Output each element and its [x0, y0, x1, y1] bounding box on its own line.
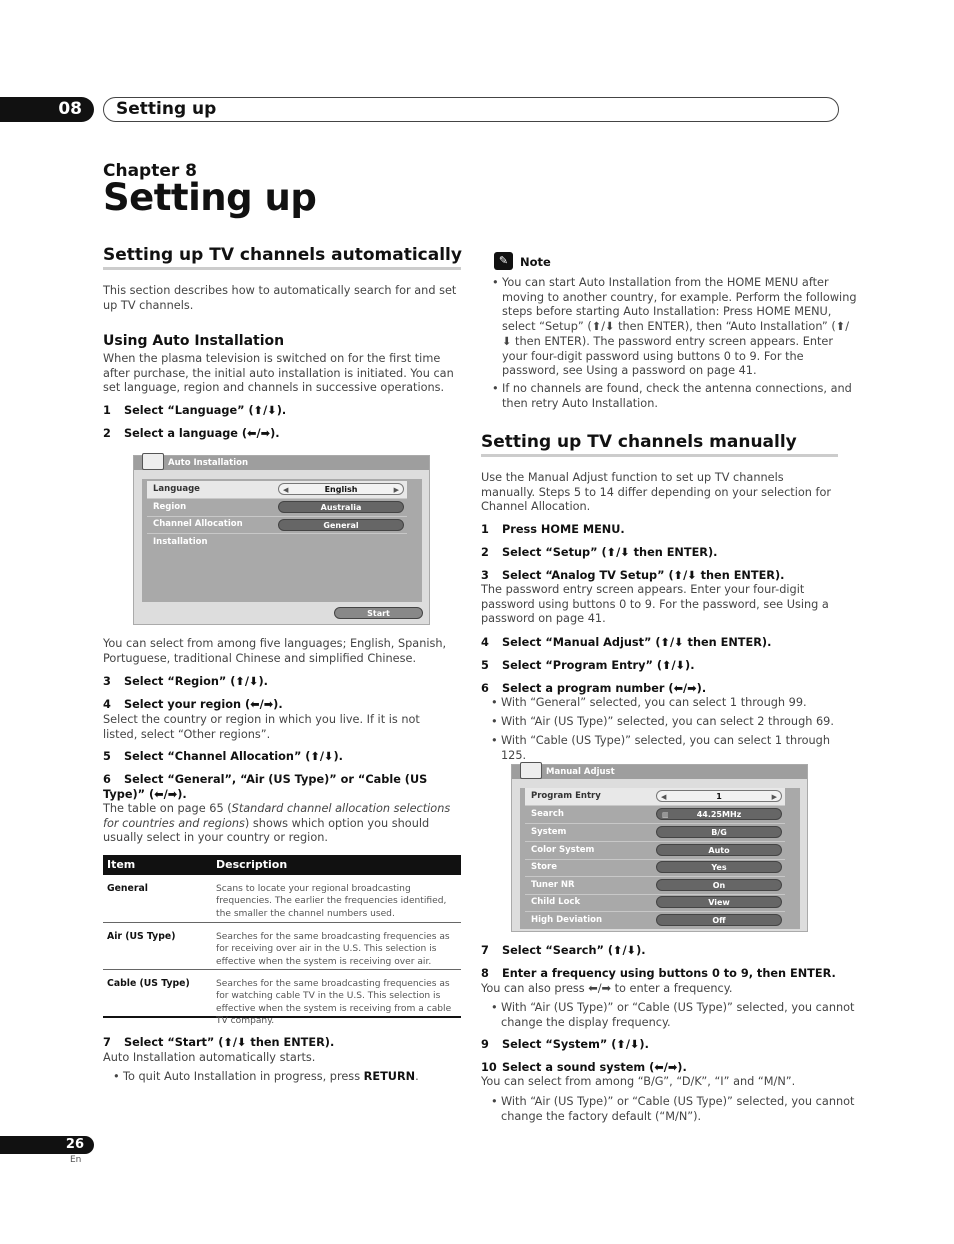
note-label: Note: [520, 255, 551, 269]
step-3-desc: The password entry screen appears. Enter your four-digit password using buttons 0 to 9. For the password, see Using a password on page 41.: [481, 583, 829, 626]
start-button[interactable]: Start: [334, 607, 423, 619]
section-title-bar: Setting up: [103, 97, 839, 122]
step-6: 6 Select “General”, “Air (US Type)” or “Cable (US Type)” (⬅/➡).: [103, 773, 428, 801]
note-pencil-icon: ✎: [494, 252, 513, 270]
system-value[interactable]: B/G: [656, 826, 782, 838]
heading-rule: [103, 267, 461, 270]
step-10: 10 Select a sound system (⬅/➡).: [481, 1061, 687, 1074]
step-7-bullet: • To quit Auto Installation in progress, press RETURN.: [103, 1070, 473, 1085]
auto-intro: This section describes how to automatically search for and set up TV channels.: [103, 284, 457, 312]
step-6-bullet-1: • With “General” selected, you can select 1 through 99.: [481, 696, 858, 711]
step-8: 8 Enter a frequency using buttons 0 to 9, then ENTER.: [481, 967, 836, 980]
step-4: 4 Select your region (⬅/➡).: [103, 698, 283, 711]
step-6-desc: The table on page 65 (Standard channel allocation selections for countries and regions) shows which option you should usually select in your country or region.: [103, 802, 451, 845]
table-row: General Scans to locate your regional broadcasting frequencies. The earlier the frequencies identified, the smaller the channel numbers used.: [103, 875, 461, 923]
auto-setup-heading: Setting up TV channels automatically: [103, 245, 462, 265]
step-6: 6 Select a program number (⬅/➡).: [481, 682, 707, 695]
step-8-desc: You can also press ⬅/➡ to enter a frequency.: [481, 982, 733, 995]
page-number: 26: [0, 1136, 94, 1154]
osd-row-installation[interactable]: Installation: [153, 537, 208, 547]
language-options-para: You can select from among five languages; English, Spanish, Portuguese, traditional Chinese and simplified Chinese.: [103, 637, 447, 665]
search-value[interactable]: ▥ 44.25MHz: [656, 808, 782, 820]
chapter-number-tab: 08: [0, 97, 94, 122]
tv-menu-icon: [520, 762, 542, 779]
step-2: 2 Select “Setup” (⬆/⬇ then ENTER).: [481, 546, 718, 559]
store-value[interactable]: Yes: [656, 861, 782, 873]
step-3: 3 Select “Region” (⬆/⬇).: [103, 675, 268, 688]
step-2: 2 Select a language (⬅/➡).: [103, 427, 280, 440]
osd-row-high-deviation[interactable]: High Deviation: [531, 915, 603, 925]
auto-install-para: When the plasma television is switched on for the first time after purchase, the initial auto installation is initiated. You can set language, region and channels in successive operations.: [103, 352, 454, 395]
step-4: 4 Select “Manual Adjust” (⬆/⬇ then ENTER).: [481, 636, 772, 649]
child-lock-value[interactable]: View: [656, 896, 782, 908]
table-row: Cable (US Type) Searches for the same broadcasting frequencies as for watching cable TV in the U.S. This selection is effective when the system is receiving from a cable TV company.: [103, 970, 461, 1018]
tv-menu-icon: [142, 453, 164, 470]
language-code: En: [70, 1155, 82, 1165]
manual-setup-heading: Setting up TV channels manually: [481, 432, 797, 452]
step-10-bullet: • With “Air (US Type)” or “Cable (US Type)” selected, you cannot change the factory default (“M/N”).: [481, 1095, 858, 1124]
osd-row-color-system[interactable]: Color System: [525, 842, 785, 860]
step-4-desc: Select the country or region in which you live. If it is not listed, select “Other regions”.: [103, 713, 420, 741]
manual-intro: Use the Manual Adjust function to set up TV channels manually. Steps 5 to 14 differ depending on your selection for Channel Allocation.: [481, 471, 832, 514]
color-system-value[interactable]: Auto: [656, 844, 782, 856]
channel-allocation-value[interactable]: General: [278, 519, 404, 531]
step-9: 9 Select “System” (⬆/⬇).: [481, 1038, 649, 1051]
frequency-meter-icon: ▥: [662, 811, 669, 819]
channel-allocation-table: [103, 855, 461, 1026]
program-entry-selector[interactable]: ◀ 1 ▶: [656, 790, 782, 802]
manual-adjust-screen: Manual Adjust Program Entry Search System Color System Store Tuner NR Child Lock High Deviation ◀ 1 ▶ ▥ 44.25MHz B/G Auto Yes On View Off: [511, 764, 808, 932]
osd-row-language[interactable]: Language: [147, 481, 407, 499]
tuner-nr-value[interactable]: On: [656, 879, 782, 891]
table-row: Air (US Type) Searches for the same broadcasting frequencies as for receiving over air in the U.S. This selection is effective when the system is receiving over air.: [103, 923, 461, 970]
heading-rule: [481, 454, 838, 457]
step-1: 1 Press HOME MENU.: [481, 523, 625, 536]
osd-row-store[interactable]: Store: [525, 859, 785, 877]
osd-row-channel-allocation[interactable]: Channel Allocation: [147, 516, 407, 534]
table-header: Item Description: [103, 855, 461, 875]
note-bullet-2: • If no channels are found, check the antenna connections, and then retry Auto Installation.: [482, 382, 858, 411]
osd-row-child-lock[interactable]: Child Lock: [525, 894, 785, 912]
osd-row-search[interactable]: Search: [525, 806, 785, 824]
osd-row-tuner-nr[interactable]: Tuner NR: [525, 877, 785, 895]
step-5: 5 Select “Channel Allocation” (⬆/⬇).: [103, 750, 343, 763]
osd-row-system[interactable]: System: [525, 824, 785, 842]
step-8-bullet: • With “Air (US Type)” or “Cable (US Type)” selected, you cannot change the display frequency.: [481, 1001, 858, 1030]
step-7: 7 Select “Start” (⬆/⬇ then ENTER).: [103, 1036, 335, 1049]
osd-row-region[interactable]: Region: [147, 499, 407, 517]
step-7-desc: Auto Installation automatically starts.: [103, 1051, 316, 1064]
step-6-bullet-3: • With “Cable (US Type)” selected, you can select 1 through 125.: [481, 734, 858, 763]
high-deviation-value[interactable]: Off: [656, 914, 782, 926]
region-value[interactable]: Australia: [278, 501, 404, 513]
step-6-bullet-2: • With “Air (US Type)” selected, you can select 2 through 69.: [481, 715, 858, 730]
chapter-label: Chapter 8: [103, 161, 198, 181]
step-10-desc: You can select from among “B/G”, “D/K”, “I” and “M/N”.: [481, 1075, 796, 1088]
language-selector[interactable]: ◀ English ▶: [278, 483, 404, 495]
using-auto-installation-heading: Using Auto Installation: [103, 333, 285, 349]
step-1: 1 Select “Language” (⬆/⬇).: [103, 404, 287, 417]
step-3: 3 Select “Analog TV Setup” (⬆/⬇ then ENTER).: [481, 569, 785, 582]
step-7: 7 Select “Search” (⬆/⬇).: [481, 944, 646, 957]
page-title: Setting up: [103, 176, 317, 219]
auto-installation-screen: Auto Installation Language Region Channel Allocation Installation ◀ English ▶ Australia General Start: [133, 455, 430, 625]
note-bullet-1: • You can start Auto Installation from the HOME MENU after moving to another country, for example. Perform the following steps before starting Auto Installation: Press HOME MENU, select “Setup” (⬆/⬇ then ENTER), then “Auto Installation” (⬆/⬇ then ENTER). The password entry screen appears. Enter your four-digit password using buttons 0 to 9. For the password, see Using a password on page 41.: [482, 276, 858, 379]
osd-row-program-entry[interactable]: Program Entry: [525, 788, 785, 806]
step-5: 5 Select “Program Entry” (⬆/⬇).: [481, 659, 695, 672]
